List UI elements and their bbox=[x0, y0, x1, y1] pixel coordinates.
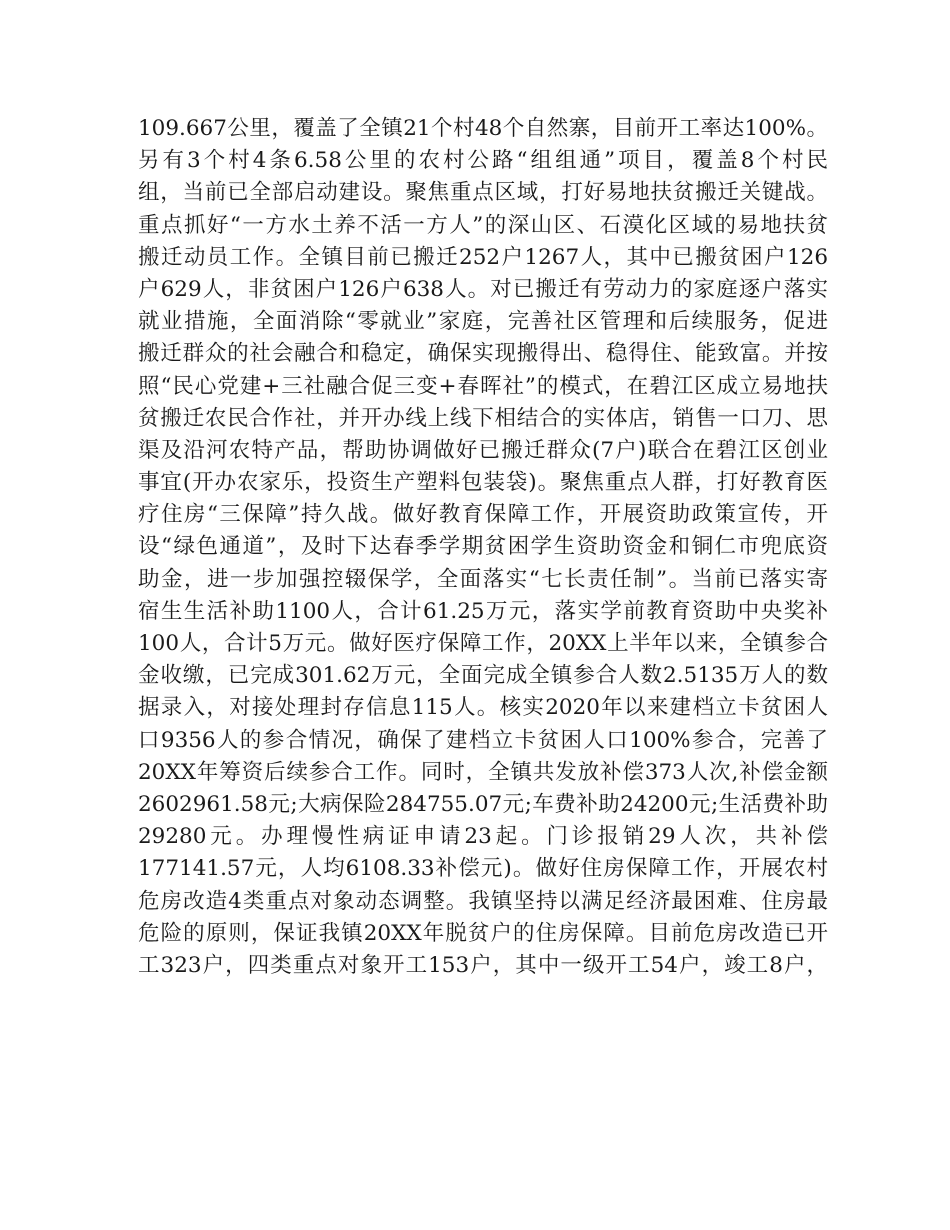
text-line-1: 109.667公里，覆盖了全镇21个村48个自然寨，目前开工率达100%。 bbox=[138, 116, 828, 141]
text-line-13: 疗住房“三保障”持久战。做好教育保障工作，开展资助政策宣传，开 bbox=[138, 502, 828, 528]
text-line-24: 177141.57元，人均6108.33补偿元)。做好住房保障工作，开展农村 bbox=[138, 856, 828, 882]
text-line-25: 危房改造4类重点对象动态调整。我镇坚持以满足经济最困难、住房最 bbox=[138, 888, 828, 914]
text-line-2: 另有3个村4条6.58公里的农村公路“组组通”项目，覆盖8个村民 bbox=[138, 148, 828, 174]
text-line-4: 重点抓好“一方水土养不活一方人”的深山区、石漠化区域的易地扶贫 bbox=[138, 212, 828, 238]
text-line-12: 事宜(开办农家乐，投资生产塑料包装袋)。聚焦重点人群，打好教育医 bbox=[138, 470, 828, 496]
text-line-11: 渠及沿河农特产品，帮助协调做好已搬迁群众(7户)联合在碧江区创业 bbox=[138, 437, 828, 463]
text-line-26: 危险的原则，保证我镇20XX年脱贫户的住房保障。目前危房改造已开 bbox=[138, 920, 828, 946]
text-line-22: 2602961.58元;大病保险284755.07元;车费补助24200元;生活费补助 bbox=[138, 791, 828, 817]
text-line-16: 宿生生活补助1100人，合计61.25万元，落实学前教育资助中央奖补 bbox=[138, 598, 828, 624]
text-line-6: 户629人，非贫困户126户638人。对已搬迁有劳动力的家庭逐户落实 bbox=[138, 276, 828, 302]
text-line-15: 助金，进一步加强控辍保学，全面落实“七长责任制”。当前已落实寄 bbox=[138, 566, 828, 592]
body-paragraph bbox=[138, 113, 828, 982]
text-line-17: 100人，合计5万元。做好医疗保障工作，20XX上半年以来，全镇参合 bbox=[138, 631, 828, 656]
text-line-7: 就业措施，全面消除“零就业”家庭，完善社区管理和后续服务，促进 bbox=[138, 309, 828, 335]
text-line-14: 设“绿色通道”，及时下达春季学期贫困学生资助资金和铜仁市兜底资 bbox=[138, 534, 828, 560]
text-line-8: 搬迁群众的社会融合和稳定，确保实现搬得出、稳得住、能致富。并按 bbox=[138, 341, 828, 367]
text-line-18: 金收缴，已完成301.62万元，全面完成全镇参合人数2.5135万人的数 bbox=[138, 663, 828, 689]
text-line-5: 搬迁动员工作。全镇目前已搬迁252户1267人，其中已搬贫困户126 bbox=[138, 244, 828, 270]
text-line-20: 口9356人的参合情况，确保了建档立卡贫困人口100%参合，完善了 bbox=[138, 727, 828, 753]
text-line-21: 20XX年筹资后续参合工作。同时，全镇共发放补偿373人次,补偿金额 bbox=[138, 759, 828, 785]
text-line-19: 据录入，对接处理封存信息115人。核实2020年以来建档立卡贫困人 bbox=[138, 695, 828, 721]
text-line-23: 29280元。办理慢性病证申请23起。门诊报销29人次，共补偿 bbox=[138, 824, 828, 850]
text-line-3: 组，当前已全部启动建设。聚焦重点区域，打好易地扶贫搬迁关键战。 bbox=[138, 180, 828, 206]
text-line-10: 贫搬迁农民合作社，并开办线上线下相结合的实体店，销售一口刀、思 bbox=[138, 405, 828, 431]
text-line-27: 工323户，四类重点对象开工153户，其中一级开工54户，竣工8户， bbox=[138, 952, 828, 978]
text-line-9: 照“民心党建+三社融合促三变+春晖社”的模式，在碧江区成立易地扶 bbox=[138, 373, 828, 399]
